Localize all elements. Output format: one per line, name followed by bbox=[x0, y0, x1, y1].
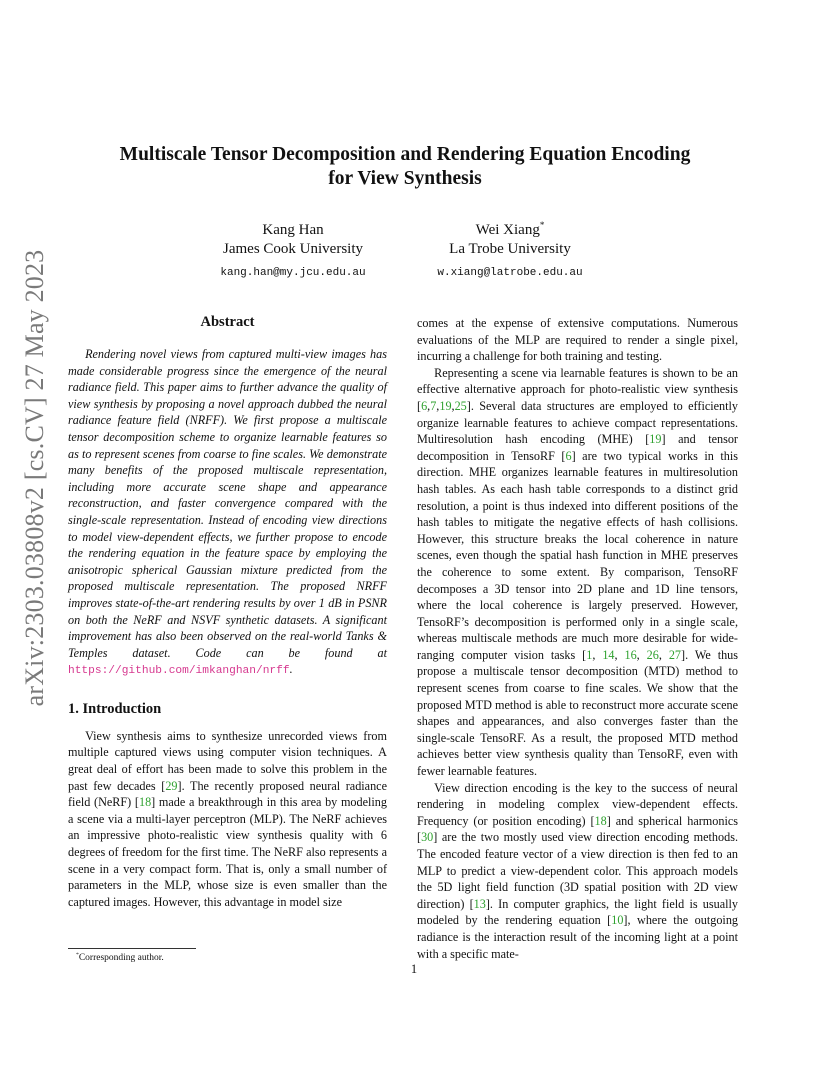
corresponding-mark: * bbox=[539, 220, 545, 230]
citation-link[interactable]: 1 bbox=[586, 647, 593, 662]
citation-link[interactable]: 29 bbox=[165, 778, 178, 793]
author-block-2 bbox=[410, 221, 610, 283]
citation-link[interactable]: 26 bbox=[646, 647, 659, 662]
citation-link[interactable]: 30 bbox=[421, 830, 434, 845]
arxiv-identifier-text: arXiv:2303.03808v2 [cs.CV] 27 May 2023 bbox=[20, 249, 49, 707]
citation-link[interactable]: 10 bbox=[611, 913, 624, 928]
author-affiliation: La Trobe University bbox=[449, 241, 571, 257]
citation-link[interactable]: 19 bbox=[439, 398, 452, 413]
author-email[interactable]: kang.han@my.jcu.edu.au bbox=[220, 267, 366, 279]
arxiv-identifier bbox=[20, 249, 50, 707]
title-line-2: for View Synthesis bbox=[328, 168, 482, 189]
right-column bbox=[417, 315, 738, 962]
citation-link[interactable]: 18 bbox=[138, 795, 152, 810]
citation-link[interactable]: 6 bbox=[565, 448, 572, 463]
citation-link[interactable]: 25 bbox=[454, 398, 467, 413]
code-link[interactable]: https://github.com/imkanghan/nrff bbox=[68, 665, 290, 678]
introduction-heading: 1. Introduction bbox=[68, 700, 162, 717]
citation-link[interactable]: 14 bbox=[602, 647, 615, 662]
author-email[interactable]: w.xiang@latrobe.edu.au bbox=[437, 267, 583, 279]
author-name: Kang Han bbox=[262, 222, 324, 238]
citation-link[interactable]: 16 bbox=[624, 647, 637, 662]
intro-paragraph-1: View synthesis aims to synthesize unrecorded views from multiple captured views using computer vision techniques. A great deal of effort has been made to solve this problem in the past few decades [29]. The recently proposed neural radiance field (NeRF) [18] made a breakthrough in this area by modeling a scene via a multi-layer perceptron (MLP). The NeRF achieves an impressive photo-realistic view synthesis quality with 6 degrees of freedom for the first time. The NeRF also represents a scene in a very compact form. That is, only a small number of parameters in the MLP, whose size is even smaller than the captured images. However, this advantage in model size bbox=[68, 728, 387, 909]
citation-link[interactable]: 27 bbox=[668, 647, 682, 662]
page-number: 1 bbox=[410, 962, 418, 976]
author-block-1 bbox=[193, 221, 393, 283]
right-paragraph-2: Representing a scene via learnable features is shown to be an effective alternative approach for photo-realistic view synthesis [6,7,19,25]. Several data structures are employed to efficiently organize learnable features to achieve compact representations. Multiresolution hash encoding (MHE) [19] and tensor decomposition in TensoRF [6] are two typical works in this direction. MHE organizes learnable features in multiresolution hash tables. As each hash table corresponds to a distinct grid resolution, a point is thus indexed into different positions of the hash tables to mitigate the negative effects of hash collisions. However, this structure breaks the local coherence in nature scenes, even though the spatial hash function in MHE preserves the coherence to some extent. By comparison, TensoRF decomposes a 3D tensor into 2D plane and 1D line tensors, where the local coherence is largely preserved. However, TensoRF’s decomposition is performed only in a single scale, whereas multiscale methods are much more desirable for wide-ranging computer vision tasks [1, 14, 16, 26, 27]. We thus propose a multiscale tensor decomposition (MTD) method to represent scenes from coarse to fine scales. We show that the proposed MTD method is able to reconstruct more accurate scene shapes and appearances, and also converges faster than the single-scale TensoRF. As a result, the proposed MTD method achieves better view synthesis quality than TensoRF, even with fewer learnable features. bbox=[417, 365, 739, 779]
title-line-1: Multiscale Tensor Decomposition and Rendering Equation Encoding bbox=[119, 144, 691, 165]
abstract-body: Rendering novel views from captured multi-view images has made considerable progress since the emergence of the neural radiance field. This paper aims to further advance the quality of view synthesis by proposing a novel approach dubbed the neural radiance feature field (NRFF). We first propose a multiscale tensor decomposition scheme to organize learnable features so as to represent scenes from coarse to fine scales. We demonstrate many benefits of the proposed multiscale representation, including more accurate scene shape and appearance reconstruction, and faster convergence compared with the single-scale representation. Instead of encoding view directions to model view-dependent effects, we further propose to encode the rendering equation in the feature space by employing the anisotropic spherical Gaussian mixture predicted from the proposed multiscale representation. The proposed NRFF improves state-of-the-art rendering results by over 1 dB in PSNR on both the NeRF and NSVF synthetic datasets. A significant improvement has also been observed on the real-world Tanks & Temples dataset. Code can be found at https://github.com/imkanghan/nrff. bbox=[68, 347, 387, 678]
citation-link[interactable]: 18 bbox=[594, 813, 607, 828]
left-column bbox=[68, 313, 387, 910]
paper-title bbox=[90, 143, 720, 191]
abstract-heading: Abstract bbox=[200, 314, 255, 330]
right-paragraph-3: View direction encoding is the key to the success of neural rendering in modeling complex view-dependent effects. Frequency (or position encoding) [18] and spherical harmonics [30] are the two mostly used view direction encoding methods. The encoded feature vector of a view direction is then fed to an MLP to predict a view-dependent color. This approach models the 5D light field function (3D spatial position with 2D view direction) [13]. In computer graphics, the light field is usually modeled by the rendering equation [10], where the outgoing radiance is the interaction result of the incoming light at a point with a specific mate- bbox=[417, 780, 739, 961]
right-paragraph-1: comes at the expense of extensive computations. Numerous evaluations of the MLP are required to render a single pixel, incurring a challenge for both training and testing. bbox=[417, 316, 738, 364]
footnote-divider bbox=[68, 948, 196, 949]
author-name: Wei Xiang* bbox=[475, 220, 545, 238]
citation-link[interactable]: 6 bbox=[421, 398, 428, 413]
citation-link[interactable]: 7 bbox=[430, 398, 437, 413]
citation-link[interactable]: 19 bbox=[649, 432, 662, 447]
author-affiliation: James Cook University bbox=[223, 241, 363, 257]
footnote-text: Corresponding author. bbox=[78, 953, 164, 963]
citation-link[interactable]: 13 bbox=[473, 896, 486, 911]
footnote-mark: * bbox=[76, 951, 79, 958]
